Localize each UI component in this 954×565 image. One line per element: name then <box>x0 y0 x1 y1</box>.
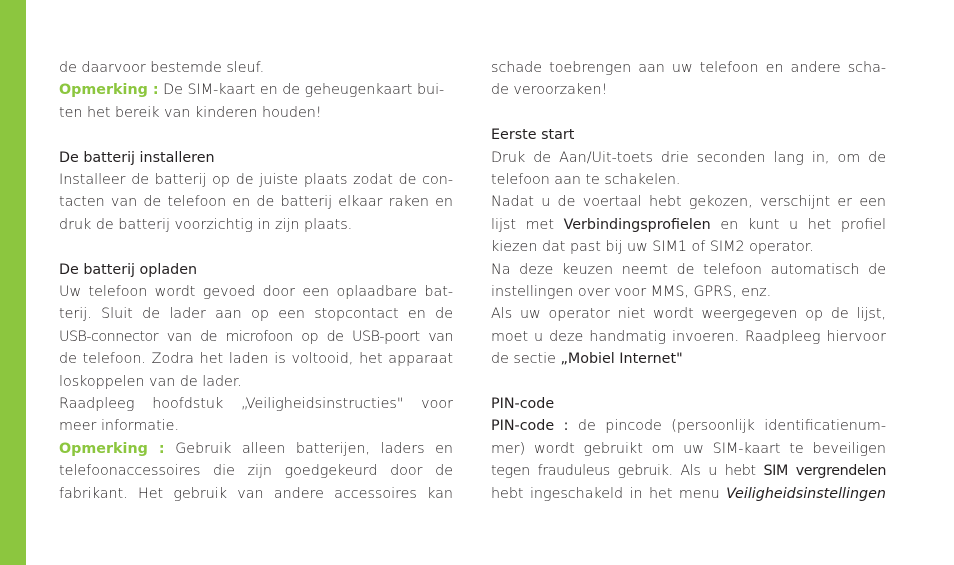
text-line: Nadat u de voertaal hebt gekozen, verschijnt er een <box>491 194 886 211</box>
text-line <box>491 348 886 370</box>
text-line: Druk de Aan/Uit-toets drie seconden lang in, om de <box>491 149 886 166</box>
menu-term: Verbindingsprofielen <box>563 216 711 233</box>
text-line: fabrikant. Het gebruik van andere accessoires kan <box>59 485 453 502</box>
text: de pincode (persoonlijk identificatienum- <box>568 418 886 435</box>
green-margin-bar <box>0 0 26 565</box>
text-line: USB-connector van de microfoon op de USB-poort van <box>59 328 453 345</box>
text-line <box>491 460 886 482</box>
text-line: tacten van de telefoon en de batterij elkaar raken en <box>59 194 453 211</box>
menu-term: SIM vergrendelen <box>763 463 886 480</box>
note-line <box>59 438 453 460</box>
section-heading: De batterij installeren <box>59 149 215 166</box>
text-line: telefoonaccessoires die zijn goedgekeurd door de <box>59 463 453 480</box>
note-text: Gebruik alleen batterijen, laders en <box>164 440 453 457</box>
text-line: Installeer de batterij op de juiste plaats zodat de con- <box>59 172 453 189</box>
text-line <box>491 415 886 437</box>
text-line: mer) wordt gebruikt om uw SIM-kaart te beveiligen <box>491 440 886 457</box>
note-line <box>59 79 453 101</box>
section-heading: De batterij opladen <box>59 261 198 278</box>
text-line: druk de batterij voorzichtig in zijn plaats. <box>59 216 353 233</box>
section-heading: Eerste start <box>491 127 575 144</box>
text: en kunt u het profiel <box>710 216 886 233</box>
text-line <box>491 483 886 505</box>
left-column <box>59 57 453 505</box>
text-line: Als uw operator niet wordt weergegeven op de lijst, <box>491 306 886 323</box>
menu-term: Veiligheidsinstellingen <box>726 485 886 502</box>
text-line: Na deze keuzen neemt de telefoon automatisch de <box>491 261 886 278</box>
text-line: de daarvoor bestemde sleuf. <box>59 60 265 76</box>
text-line: telefoon aan te schakelen. <box>491 172 681 189</box>
menu-term: „Mobiel Internet" <box>560 351 683 368</box>
note-label: Opmerking : <box>59 82 159 99</box>
text-line: terij. Sluit de lader aan op een stopcontact en de <box>59 306 453 323</box>
right-column <box>491 57 886 505</box>
text-line: de veroorzaken! <box>491 82 608 99</box>
text: de sectie <box>491 351 561 368</box>
note-text: De SIM-kaart en de geheugenkaart bui- <box>158 82 445 99</box>
text: hebt ingeschakeld in het menu <box>491 485 727 502</box>
text-line: de telefoon. Zodra het laden is voltooid, het apparaat <box>59 351 453 368</box>
text-line: Raadpleeg hoofdstuk „Veiligheidsinstructies" voor <box>59 396 453 413</box>
text: lijst met <box>491 216 564 233</box>
note-label: Opmerking : <box>59 440 165 457</box>
text-line: Uw telefoon wordt gevoed door een oplaadbare bat- <box>59 284 453 301</box>
section-heading: PIN-code <box>491 396 555 413</box>
text: tegen frauduleus gebruik. Als u hebt <box>491 463 764 480</box>
text-line: instellingen over voor MMS, GPRS, enz. <box>491 284 772 301</box>
text-line: moet u deze handmatig invoeren. Raadpleeg hiervoor <box>491 328 886 345</box>
text-line: loskoppelen van de lader. <box>59 373 242 390</box>
note-line: ten het bereik van kinderen houden! <box>59 104 322 121</box>
text-line: kiezen dat past bij uw SIM1 of SIM2 operator. <box>491 239 814 256</box>
term-label: PIN-code : <box>491 418 569 435</box>
text-line <box>491 214 886 236</box>
text-line: meer informatie. <box>59 418 179 435</box>
text-line: schade toebrengen aan uw telefoon en andere scha- <box>491 60 886 76</box>
